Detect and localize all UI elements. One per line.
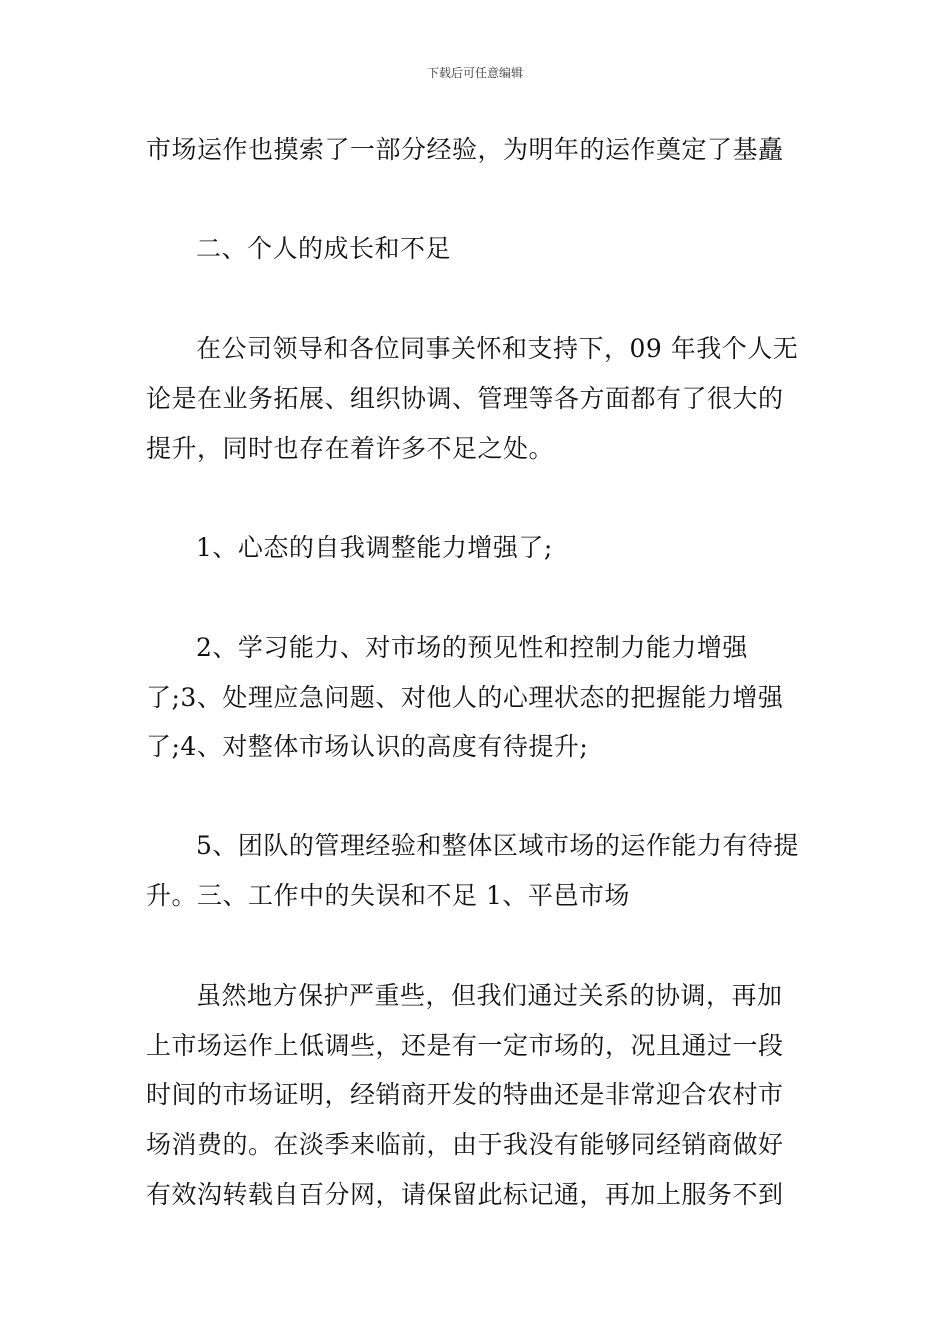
paragraph-line: 上市场运作上低调些，还是有一定市场的，况且通过一段	[146, 1031, 784, 1060]
section-heading: 二、个人的成长和不足	[196, 234, 452, 263]
list-item: 了;4、对整体市场认识的高度有待提升;	[146, 732, 589, 761]
list-item: 了;3、处理应急问题、对他人的心理状态的把握能力增强	[146, 683, 784, 712]
page-header: 下载后可任意编辑	[426, 66, 523, 80]
list-item: 5、团队的管理经验和整体区域市场的运作能力有待提	[196, 831, 799, 860]
paragraph-line: 时间的市场证明，经销商开发的特曲还是非常迎合农村市	[146, 1080, 784, 1109]
paragraph-line: 提升，同时也存在着许多不足之处。	[146, 434, 555, 463]
paragraph-line: 升。三、工作中的失误和不足 1、平邑市场	[146, 881, 630, 910]
paragraph-line: 有效沟转载自百分网，请保留此标记通，再加上服务不到	[146, 1180, 784, 1209]
paragraph-line: 论是在业务拓展、组织协调、管理等各方面都有了很大的	[146, 384, 784, 413]
paragraph-line: 场消费的。在淡季来临前，由于我没有能够同经销商做好	[146, 1130, 784, 1159]
list-item: 1、心态的自我调整能力增强了;	[196, 533, 553, 562]
paragraph-line: 虽然地方保护严重些，但我们通过关系的协调，再加	[196, 981, 783, 1010]
list-item: 2、学习能力、对市场的预见性和控制力能力增强	[196, 633, 748, 662]
paragraph-line: 在公司领导和各位同事关怀和支持下，09 年我个人无	[196, 334, 799, 363]
paragraph-line: 市场运作也摸索了一部分经验，为明年的运作奠定了基矗	[146, 135, 784, 164]
